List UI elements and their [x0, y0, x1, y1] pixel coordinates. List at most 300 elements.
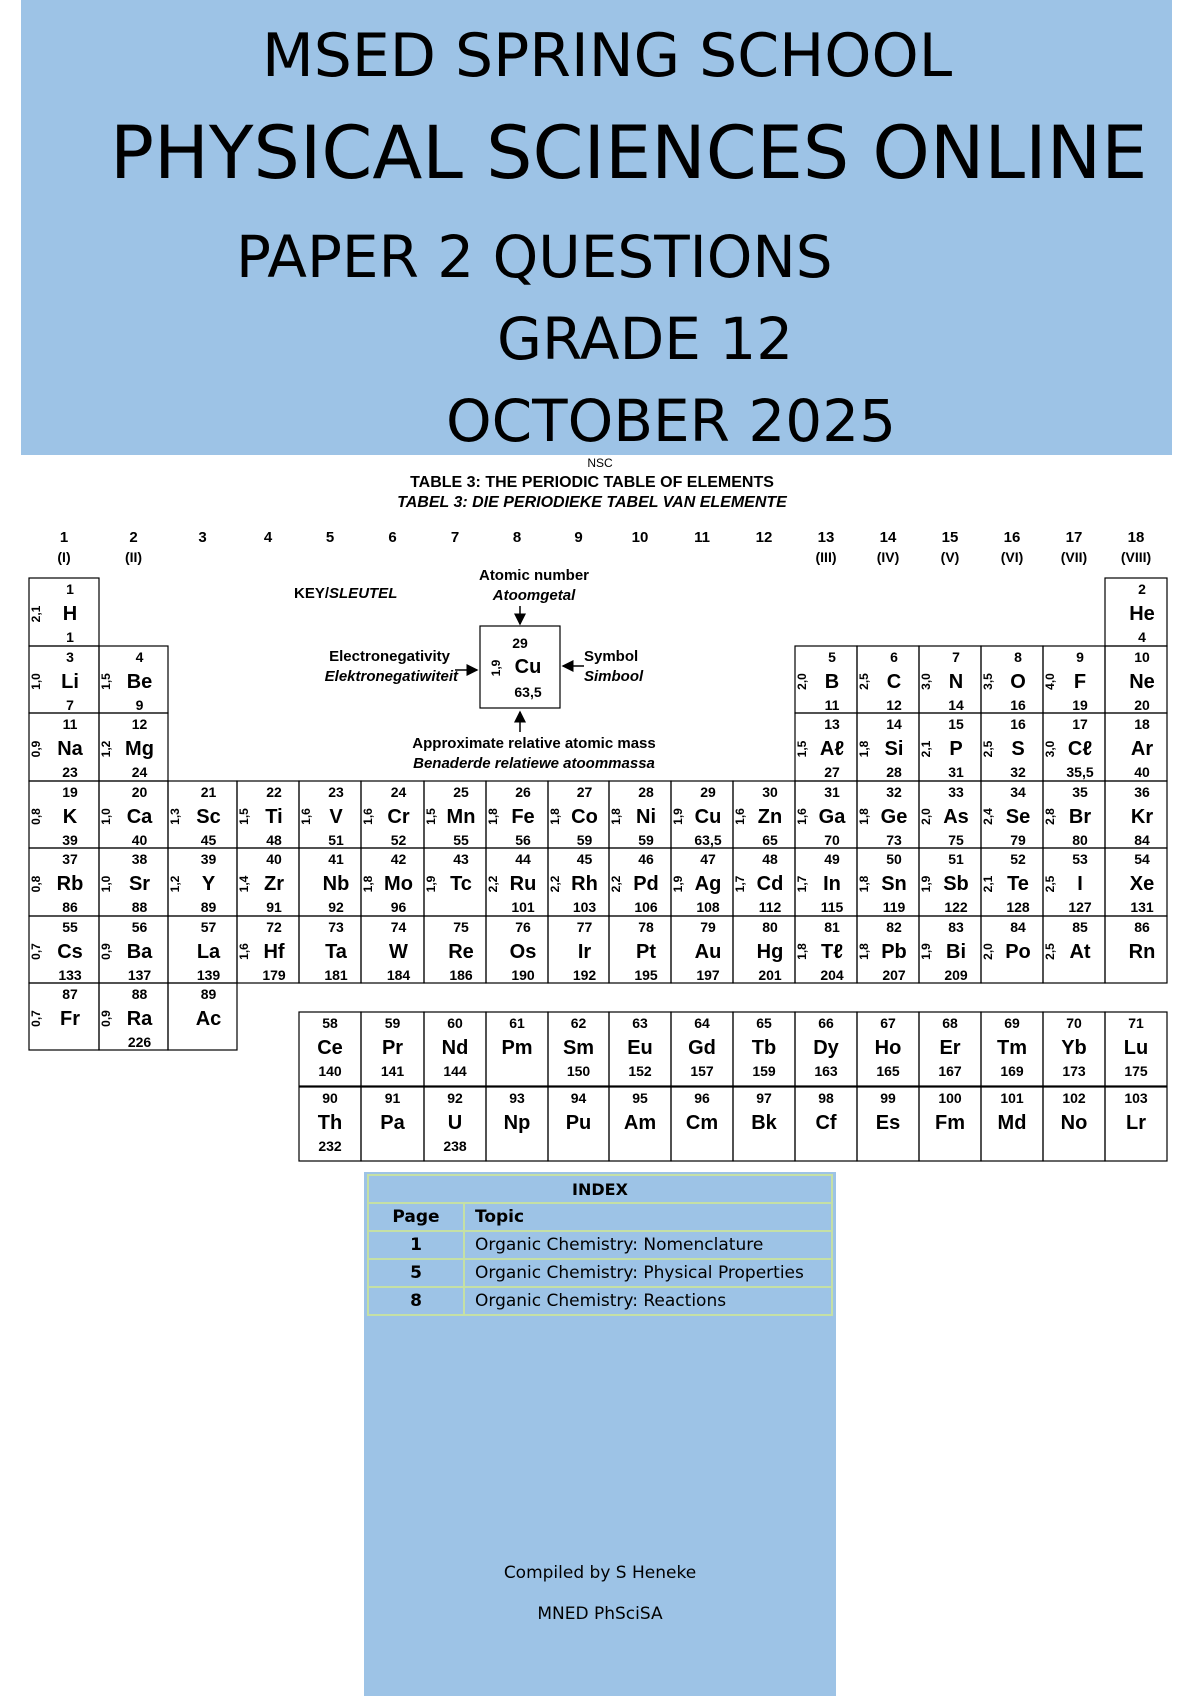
element-K: [29, 781, 99, 848]
atomic-mass: 92: [328, 899, 344, 915]
atomic-mass: 159: [752, 1063, 776, 1079]
element-Tc: [424, 848, 486, 916]
element-symbol: Sm: [562, 1037, 595, 1059]
element-F: [1043, 646, 1105, 713]
element-Sm: [548, 1012, 609, 1086]
element-Th: [299, 1087, 361, 1161]
electronegativity: 1,9: [671, 875, 685, 893]
element-Ne: [1105, 646, 1167, 713]
key-example-symbol: Cu: [514, 656, 542, 678]
atomic-number: 77: [576, 919, 593, 935]
key-example-mass: 63,5: [514, 684, 542, 700]
index-row-page: 8: [368, 1287, 464, 1315]
electronegativity: 1,9: [671, 808, 685, 825]
element-symbol: Rh: [571, 873, 598, 895]
atomic-mass: 31: [948, 764, 964, 780]
atomic-number: 45: [576, 851, 593, 867]
atomic-number: 72: [266, 919, 282, 935]
atomic-number: 14: [886, 716, 902, 732]
element-symbol: Po: [1005, 941, 1031, 963]
atomic-number: 66: [818, 1015, 834, 1031]
group-roman: (V): [940, 549, 960, 565]
atomic-mass: 24: [131, 764, 148, 780]
atomic-number: 92: [447, 1090, 463, 1106]
element-symbol: Aℓ: [819, 738, 845, 760]
element-symbol: Fe: [511, 806, 535, 828]
atomic-number: 98: [818, 1090, 834, 1106]
element-symbol: Gd: [688, 1037, 716, 1059]
group-number: 10: [631, 529, 649, 546]
key-symbol-af: Simbool: [584, 668, 644, 685]
element-No: [1043, 1087, 1105, 1161]
atomic-number: 16: [1010, 716, 1026, 732]
key-mass-af: Benaderde relatiewe atoommassa: [413, 755, 655, 772]
electronegativity: 2,5: [857, 673, 871, 690]
atomic-number: 101: [1000, 1090, 1024, 1106]
atomic-mass: 115: [820, 899, 844, 915]
atomic-number: 91: [384, 1090, 401, 1106]
atomic-mass: 204: [820, 967, 844, 983]
group-number: 6: [388, 529, 397, 546]
group-number: 13: [817, 529, 835, 546]
element-symbol: Ni: [636, 806, 656, 828]
atomic-mass: 84: [1134, 832, 1150, 848]
element-symbol: Pt: [636, 941, 656, 963]
atomic-number: 27: [576, 784, 593, 800]
element-symbol: Se: [1005, 806, 1031, 828]
element-Ce: [299, 1012, 361, 1086]
element-symbol: Zn: [757, 806, 783, 828]
atomic-number: 25: [453, 784, 469, 800]
element-symbol: Li: [61, 671, 79, 693]
electronegativity: 2,2: [486, 875, 500, 893]
atomic-mass: 139: [196, 967, 221, 983]
element-As: [919, 781, 981, 848]
element-symbol: Sr: [128, 873, 151, 895]
element-Cd: [733, 848, 795, 916]
element-symbol: Ti: [265, 806, 283, 828]
electronegativity: 1,8: [795, 943, 809, 960]
element-Cf: [795, 1087, 857, 1161]
group-roman: (I): [57, 549, 71, 565]
key-legend: [294, 567, 656, 772]
atomic-number: 67: [880, 1015, 896, 1031]
element-Xe: [1105, 848, 1167, 916]
electronegativity: 2,8: [1043, 808, 1057, 825]
element-B: [795, 646, 857, 713]
atomic-number: 85: [1072, 919, 1088, 935]
atomic-mass: 75: [948, 832, 964, 848]
element-symbol: F: [1073, 671, 1087, 693]
atomic-number: 53: [1072, 851, 1088, 867]
atomic-number: 6: [890, 649, 898, 665]
atomic-number: 97: [756, 1090, 772, 1106]
electronegativity: 2,1: [29, 605, 43, 623]
atomic-mass: 12: [886, 697, 902, 713]
element-In: [795, 848, 857, 916]
atomic-number: 49: [824, 851, 840, 867]
atomic-mass: 79: [1010, 832, 1026, 848]
element-Pu: [548, 1087, 609, 1161]
index-col-page: Page: [368, 1203, 464, 1231]
element-S: [981, 713, 1043, 781]
atomic-mass: 28: [886, 764, 902, 780]
element-Fe: [486, 781, 548, 848]
atomic-number: 71: [1128, 1015, 1144, 1031]
atomic-number: 12: [131, 716, 148, 732]
atomic-number: 39: [200, 851, 217, 867]
element-symbol: S: [1011, 738, 1025, 760]
atomic-number: 70: [1066, 1015, 1082, 1031]
atomic-number: 84: [1010, 919, 1026, 935]
atomic-number: 68: [942, 1015, 958, 1031]
electronegativity: 1,6: [299, 808, 313, 825]
element-symbol: Nd: [441, 1037, 469, 1059]
atomic-number: 26: [515, 784, 531, 800]
element-Co: [548, 781, 609, 848]
element-symbol: In: [823, 873, 841, 895]
atomic-mass: 190: [511, 967, 535, 983]
atomic-mass: 16: [1010, 697, 1026, 713]
element-symbol: Ir: [577, 941, 592, 963]
electronegativity: 2,5: [981, 740, 995, 758]
atomic-mass: 20: [1134, 697, 1150, 713]
group-roman: (VII): [1060, 549, 1088, 565]
element-Tℓ: [795, 916, 857, 983]
element-symbol: Cm: [685, 1112, 719, 1134]
element-symbol: K: [62, 806, 78, 828]
electronegativity: 1,5: [424, 808, 438, 825]
atomic-mass: 4: [1138, 629, 1146, 645]
atomic-mass: 59: [638, 832, 654, 848]
element-symbol: Pm: [501, 1037, 533, 1059]
element-symbol: Cd: [756, 873, 784, 895]
atomic-mass: 51: [328, 832, 344, 848]
element-Os: [486, 916, 548, 983]
element-symbol: Ge: [880, 806, 908, 828]
element-Pr: [361, 1012, 424, 1086]
organization: MNED PhSciSA: [537, 1604, 663, 1624]
element-Cℓ: [1043, 713, 1105, 781]
element-symbol: Ru: [509, 873, 537, 895]
atomic-number: 51: [948, 851, 964, 867]
element-symbol: N: [948, 671, 964, 693]
element-symbol: Er: [939, 1037, 961, 1059]
atomic-mass: 181: [324, 967, 348, 983]
compiled-by: Compiled by S Heneke: [503, 1563, 697, 1583]
atomic-mass: 65: [762, 832, 778, 848]
electronegativity: 0,9: [99, 943, 113, 960]
electronegativity: 3,0: [919, 673, 933, 690]
electronegativity: 1,6: [733, 808, 747, 825]
atomic-number: 37: [62, 851, 78, 867]
atomic-mass: 173: [1062, 1063, 1086, 1079]
element-symbol: W: [389, 941, 408, 963]
electronegativity: 1,8: [609, 808, 623, 825]
element-Er: [919, 1012, 981, 1086]
atomic-mass: 207: [882, 967, 906, 983]
element-Li: [29, 646, 99, 713]
atomic-mass: 197: [696, 967, 720, 983]
element-symbol: Ar: [1130, 738, 1154, 760]
atomic-mass: 101: [511, 899, 535, 915]
element-symbol: Pa: [380, 1112, 405, 1134]
element-H: [29, 578, 99, 646]
group-number: 15: [941, 529, 959, 546]
element-Md: [981, 1087, 1043, 1161]
index-col-topic: Topic: [464, 1203, 832, 1231]
key-example-en: 1,9: [489, 659, 503, 677]
atomic-number: 82: [886, 919, 902, 935]
atomic-number: 103: [1124, 1090, 1148, 1106]
element-Rh: [548, 848, 609, 916]
element-Ti: [237, 781, 299, 848]
element-symbol: Cf: [815, 1112, 837, 1134]
electronegativity: 2,5: [1043, 875, 1057, 893]
electronegativity: 2,2: [609, 875, 623, 893]
group-roman: (II): [124, 549, 143, 565]
electronegativity: 0,9: [99, 1010, 113, 1027]
atomic-mass: 39: [62, 832, 78, 848]
element-Np: [486, 1087, 548, 1161]
atomic-mass: 140: [318, 1063, 342, 1079]
element-symbol: Tb: [751, 1037, 777, 1059]
element-Ca: [99, 781, 168, 848]
atomic-mass: 11: [824, 697, 840, 713]
atomic-mass: 59: [576, 832, 593, 848]
atomic-mass: 91: [266, 899, 282, 915]
element-symbol: Y: [201, 873, 216, 895]
element-symbol: U: [447, 1112, 463, 1134]
element-symbol: Ba: [126, 941, 153, 963]
electronegativity: 1,6: [237, 943, 251, 960]
electronegativity: 0,8: [29, 808, 43, 825]
element-symbol: Tc: [450, 873, 472, 895]
atomic-number: 88: [131, 986, 148, 1002]
atomic-mass: 165: [876, 1063, 900, 1079]
atomic-mass: 163: [814, 1063, 838, 1079]
date-title: OCTOBER 2025: [446, 387, 897, 455]
electronegativity: 4,0: [1043, 673, 1057, 690]
element-Ra: [99, 983, 168, 1050]
atomic-mass: 40: [131, 832, 148, 848]
atomic-number: 65: [756, 1015, 772, 1031]
atomic-number: 42: [390, 851, 407, 867]
atomic-number: 83: [948, 919, 964, 935]
element-Ac: [168, 983, 237, 1050]
element-symbol: Cs: [57, 941, 83, 963]
element-Gd: [671, 1012, 733, 1086]
element-Cm: [671, 1087, 733, 1161]
atomic-number: 4: [135, 649, 144, 665]
atomic-mass: 209: [944, 967, 968, 983]
electronegativity: 0,8: [29, 875, 43, 893]
group-roman: (VI): [1000, 549, 1024, 565]
electronegativity: 0,7: [29, 1010, 43, 1027]
atomic-number: 102: [1062, 1090, 1086, 1106]
element-symbol: Fm: [935, 1112, 965, 1134]
element-symbol: Md: [997, 1112, 1027, 1134]
electronegativity: 1,8: [857, 943, 871, 960]
element-W: [361, 916, 424, 983]
element-Pd: [609, 848, 671, 916]
atomic-mass: 184: [386, 967, 411, 983]
element-Tm: [981, 1012, 1043, 1086]
key-label: KEY/: [294, 585, 330, 602]
atomic-number: 20: [131, 784, 148, 800]
electronegativity: 1,0: [29, 673, 43, 690]
atomic-mass: 157: [690, 1063, 714, 1079]
atomic-mass: 86: [62, 899, 78, 915]
element-Sb: [919, 848, 981, 916]
atomic-mass: 195: [634, 967, 658, 983]
atomic-number: 34: [1010, 784, 1026, 800]
element-Mn: [424, 781, 486, 848]
element-Cs: [29, 916, 99, 983]
element-symbol: As: [943, 806, 969, 828]
atomic-number: 10: [1134, 649, 1150, 665]
atomic-mass: 179: [262, 967, 286, 983]
atomic-number: 87: [62, 986, 78, 1002]
element-Sr: [99, 848, 168, 916]
atomic-number: 78: [638, 919, 654, 935]
atomic-mass: 73: [886, 832, 902, 848]
element-V: [299, 781, 361, 848]
group-number: 17: [1065, 529, 1083, 546]
atomic-number: 93: [509, 1090, 525, 1106]
element-Cu: [671, 781, 733, 848]
element-symbol: Tm: [997, 1037, 1027, 1059]
group-number: 2: [129, 529, 138, 546]
element-symbol: Ca: [126, 806, 153, 828]
element-Zn: [733, 781, 795, 848]
index-row: [368, 1259, 832, 1287]
electronegativity: 0,9: [29, 740, 43, 758]
paper-title: PAPER 2 QUESTIONS: [236, 223, 833, 291]
element-symbol: Mg: [125, 738, 154, 760]
group-number: 16: [1003, 529, 1021, 546]
atomic-mass: 106: [634, 899, 658, 915]
element-Nb: [299, 848, 361, 916]
element-P: [919, 713, 981, 781]
atomic-mass: 56: [515, 832, 531, 848]
element-symbol: Mn: [446, 806, 476, 828]
atomic-number: 54: [1134, 851, 1150, 867]
atomic-number: 75: [453, 919, 469, 935]
element-Ga: [795, 781, 857, 848]
element-Te: [981, 848, 1043, 916]
element-symbol: At: [1069, 941, 1091, 963]
element-Hf: [237, 916, 299, 983]
group-number: 9: [574, 529, 583, 546]
element-symbol: Kr: [1130, 806, 1154, 828]
atomic-mass: 23: [62, 764, 78, 780]
electronegativity: 1,2: [99, 740, 113, 758]
atomic-mass: 80: [1072, 832, 1088, 848]
element-symbol: Ce: [317, 1037, 343, 1059]
element-symbol: Cℓ: [1067, 738, 1093, 760]
electronegativity: 1,5: [99, 673, 113, 690]
element-Ir: [548, 916, 609, 983]
atomic-mass: 175: [1124, 1063, 1148, 1079]
electronegativity: 2,1: [981, 875, 995, 893]
atomic-number: 59: [384, 1015, 401, 1031]
atomic-number: 46: [638, 851, 654, 867]
element-Kr: [1105, 781, 1167, 848]
key-atomic-number-af: Atoomgetal: [492, 587, 576, 604]
atomic-mass: 89: [200, 899, 217, 915]
atomic-mass: 186: [449, 967, 473, 983]
element-Nd: [424, 1012, 486, 1086]
atomic-mass: 35,5: [1066, 764, 1094, 780]
atomic-number: 94: [570, 1090, 587, 1106]
atomic-mass: 45: [200, 832, 217, 848]
atomic-number: 60: [447, 1015, 463, 1031]
electronegativity: 3,5: [981, 673, 995, 690]
atomic-number: 22: [266, 784, 282, 800]
element-symbol: Nb: [322, 873, 350, 895]
electronegativity: 1,9: [919, 875, 933, 893]
atomic-number: 29: [700, 784, 716, 800]
key-example-z: 29: [512, 635, 528, 651]
atomic-mass: 27: [824, 764, 840, 780]
atomic-number: 86: [1134, 919, 1150, 935]
atomic-mass: 48: [266, 832, 282, 848]
atomic-number: 62: [570, 1015, 587, 1031]
element-symbol: Bi: [946, 941, 966, 963]
atomic-number: 80: [762, 919, 778, 935]
atomic-number: 18: [1134, 716, 1150, 732]
atomic-number: 76: [515, 919, 531, 935]
element-cells: [29, 578, 1167, 1161]
atomic-mass: 103: [572, 899, 597, 915]
element-Br: [1043, 781, 1105, 848]
element-symbol: Eu: [627, 1037, 653, 1059]
element-La: [168, 916, 237, 983]
element-Se: [981, 781, 1043, 848]
key-atomic-number: Atomic number: [478, 567, 590, 584]
atomic-number: 32: [886, 784, 902, 800]
element-symbol: Pb: [881, 941, 907, 963]
school-title: MSED SPRING SCHOOL: [262, 21, 953, 91]
atomic-number: 73: [328, 919, 344, 935]
atomic-number: 13: [824, 716, 840, 732]
atomic-mass: 70: [824, 832, 840, 848]
element-symbol: Au: [694, 941, 722, 963]
atomic-mass: 108: [696, 899, 720, 915]
atomic-mass: 137: [127, 967, 152, 983]
atomic-number: 19: [62, 784, 78, 800]
element-symbol: C: [886, 671, 902, 693]
atomic-number: 74: [390, 919, 407, 935]
element-He: [1105, 578, 1167, 646]
atomic-number: 15: [948, 716, 964, 732]
group-number: 3: [198, 529, 207, 546]
atomic-number: 33: [948, 784, 964, 800]
element-Ru: [486, 848, 548, 916]
element-Pm: [486, 1012, 548, 1086]
atomic-number: 11: [62, 716, 78, 732]
element-symbol: Rn: [1128, 941, 1156, 963]
electronegativity: 1,9: [424, 875, 438, 893]
atomic-number: 41: [328, 851, 344, 867]
atomic-mass: 167: [938, 1063, 962, 1079]
atomic-mass: 169: [1000, 1063, 1024, 1079]
element-symbol: V: [329, 806, 343, 828]
atomic-number: 56: [131, 919, 148, 935]
atomic-number: 31: [824, 784, 840, 800]
element-Re: [424, 916, 486, 983]
